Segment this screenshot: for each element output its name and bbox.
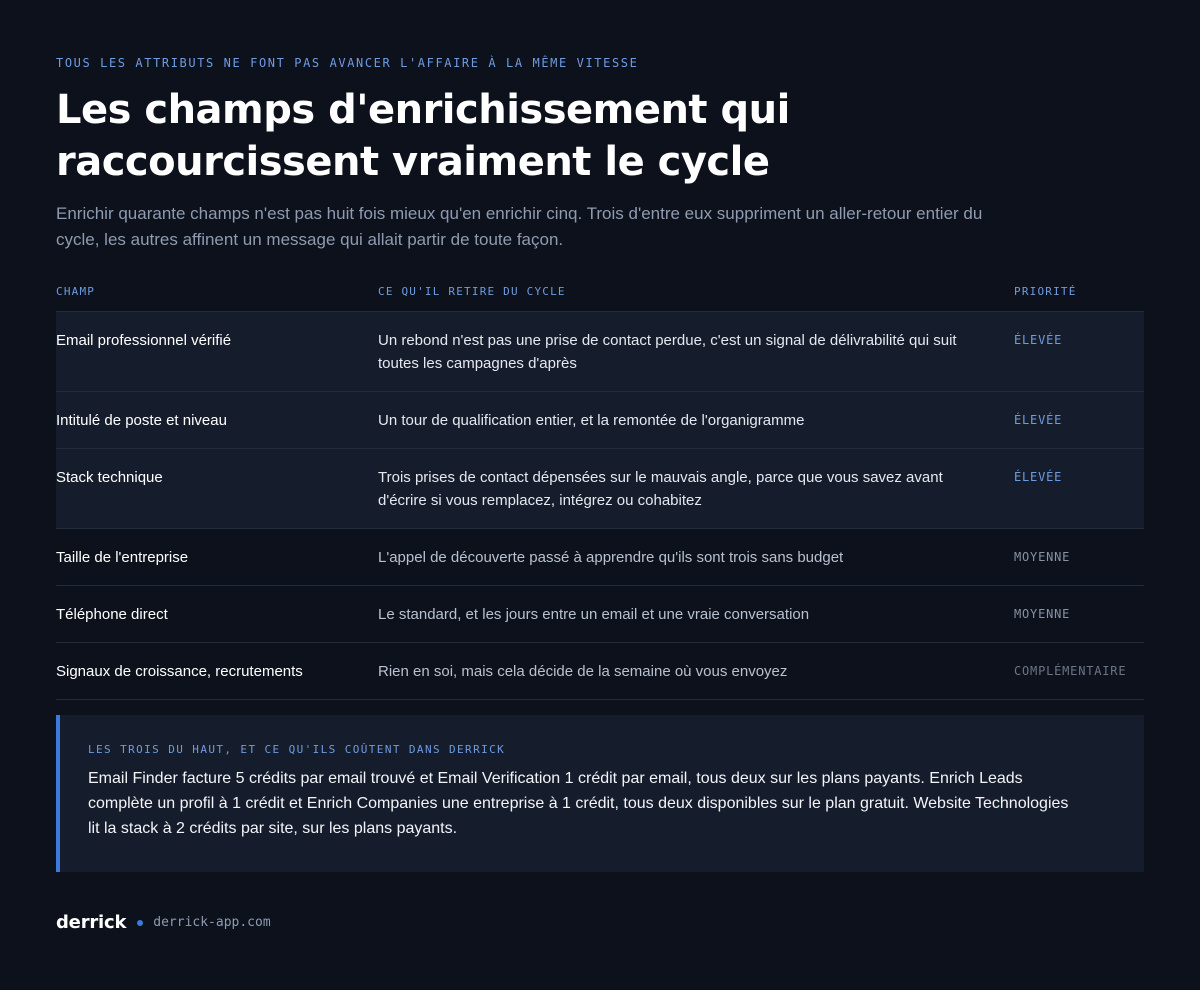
field-impact: Rien en soi, mais cela décide de la semaine où vous envoyez bbox=[378, 663, 788, 680]
table-row bbox=[56, 529, 1144, 586]
column-header-priority: PRIORITÉ bbox=[1014, 285, 1077, 298]
table-body bbox=[56, 312, 1144, 700]
field-impact: Trois prises de contact dépensées sur le mauvais angle, parce que vous savez avant d'écrire si vous remplacez, intégrez ou cohabitez bbox=[378, 469, 943, 509]
table-row bbox=[56, 392, 1144, 449]
callout-body: Email Finder facture 5 crédits par email trouvé et Email Verification 1 crédit par email, tous deux sur les plans payants. Enrich Leads complète un profil à 1 crédit et Enrich Companies une entreprise à 1 crédit, tous deux disponibles sur le plan gratuit. Website Technologies lit la stack à 2 crédits par site, sur les plans payants. bbox=[88, 770, 1069, 837]
page-title: Les champs d'enrichissement qui raccourcissent vraiment le cycle bbox=[56, 87, 790, 185]
table-row bbox=[56, 643, 1144, 700]
footer bbox=[56, 912, 271, 933]
column-header-field: CHAMP bbox=[56, 285, 96, 298]
priority-badge: ÉLEVÉE bbox=[1014, 413, 1063, 427]
priority-badge: ÉLEVÉE bbox=[1014, 470, 1063, 484]
table-header bbox=[56, 270, 1144, 312]
field-impact: Un rebond n'est pas une prise de contact perdue, c'est un signal de délivrabilité qui suit toutes les campagnes d'après bbox=[378, 332, 957, 372]
field-name: Taille de l'entreprise bbox=[56, 549, 189, 566]
field-name: Email professionnel vérifié bbox=[56, 332, 232, 349]
brand-logo: derrick bbox=[56, 912, 127, 933]
enrichment-table bbox=[56, 270, 1144, 700]
table-row bbox=[56, 312, 1144, 392]
field-impact: Le standard, et les jours entre un email et une vraie conversation bbox=[378, 606, 810, 623]
table-row bbox=[56, 449, 1144, 529]
callout bbox=[56, 715, 1144, 872]
field-name: Intitulé de poste et niveau bbox=[56, 412, 227, 429]
column-header-removes: CE QU'IL RETIRE DU CYCLE bbox=[378, 285, 566, 298]
field-impact: L'appel de découverte passé à apprendre qu'ils sont trois sans budget bbox=[378, 549, 844, 566]
priority-badge: MOYENNE bbox=[1014, 550, 1071, 564]
priority-badge: COMPLÉMENTAIRE bbox=[1014, 664, 1127, 678]
field-name: Stack technique bbox=[56, 469, 163, 486]
lede: Enrichir quarante champs n'est pas huit fois mieux qu'en enrichir cinq. Trois d'entre eux suppriment un aller-retour entier du cycle, les autres affinent un message qui allait partir de toute façon. bbox=[56, 204, 983, 249]
table-row bbox=[56, 586, 1144, 643]
callout-eyebrow: LES TROIS DU HAUT, ET CE QU'ILS COÛTENT DANS DERRICK bbox=[88, 743, 506, 756]
separator-dot-icon bbox=[137, 920, 143, 926]
field-impact: Un tour de qualification entier, et la remontée de l'organigramme bbox=[378, 412, 805, 429]
priority-badge: MOYENNE bbox=[1014, 607, 1071, 621]
priority-badge: ÉLEVÉE bbox=[1014, 333, 1063, 347]
eyebrow: TOUS LES ATTRIBUTS NE FONT PAS AVANCER L'AFFAIRE À LA MÊME VITESSE bbox=[56, 56, 639, 70]
site-link[interactable]: derrick-app.com bbox=[153, 915, 271, 930]
field-name: Téléphone direct bbox=[56, 606, 168, 623]
field-name: Signaux de croissance, recrutements bbox=[56, 663, 303, 680]
